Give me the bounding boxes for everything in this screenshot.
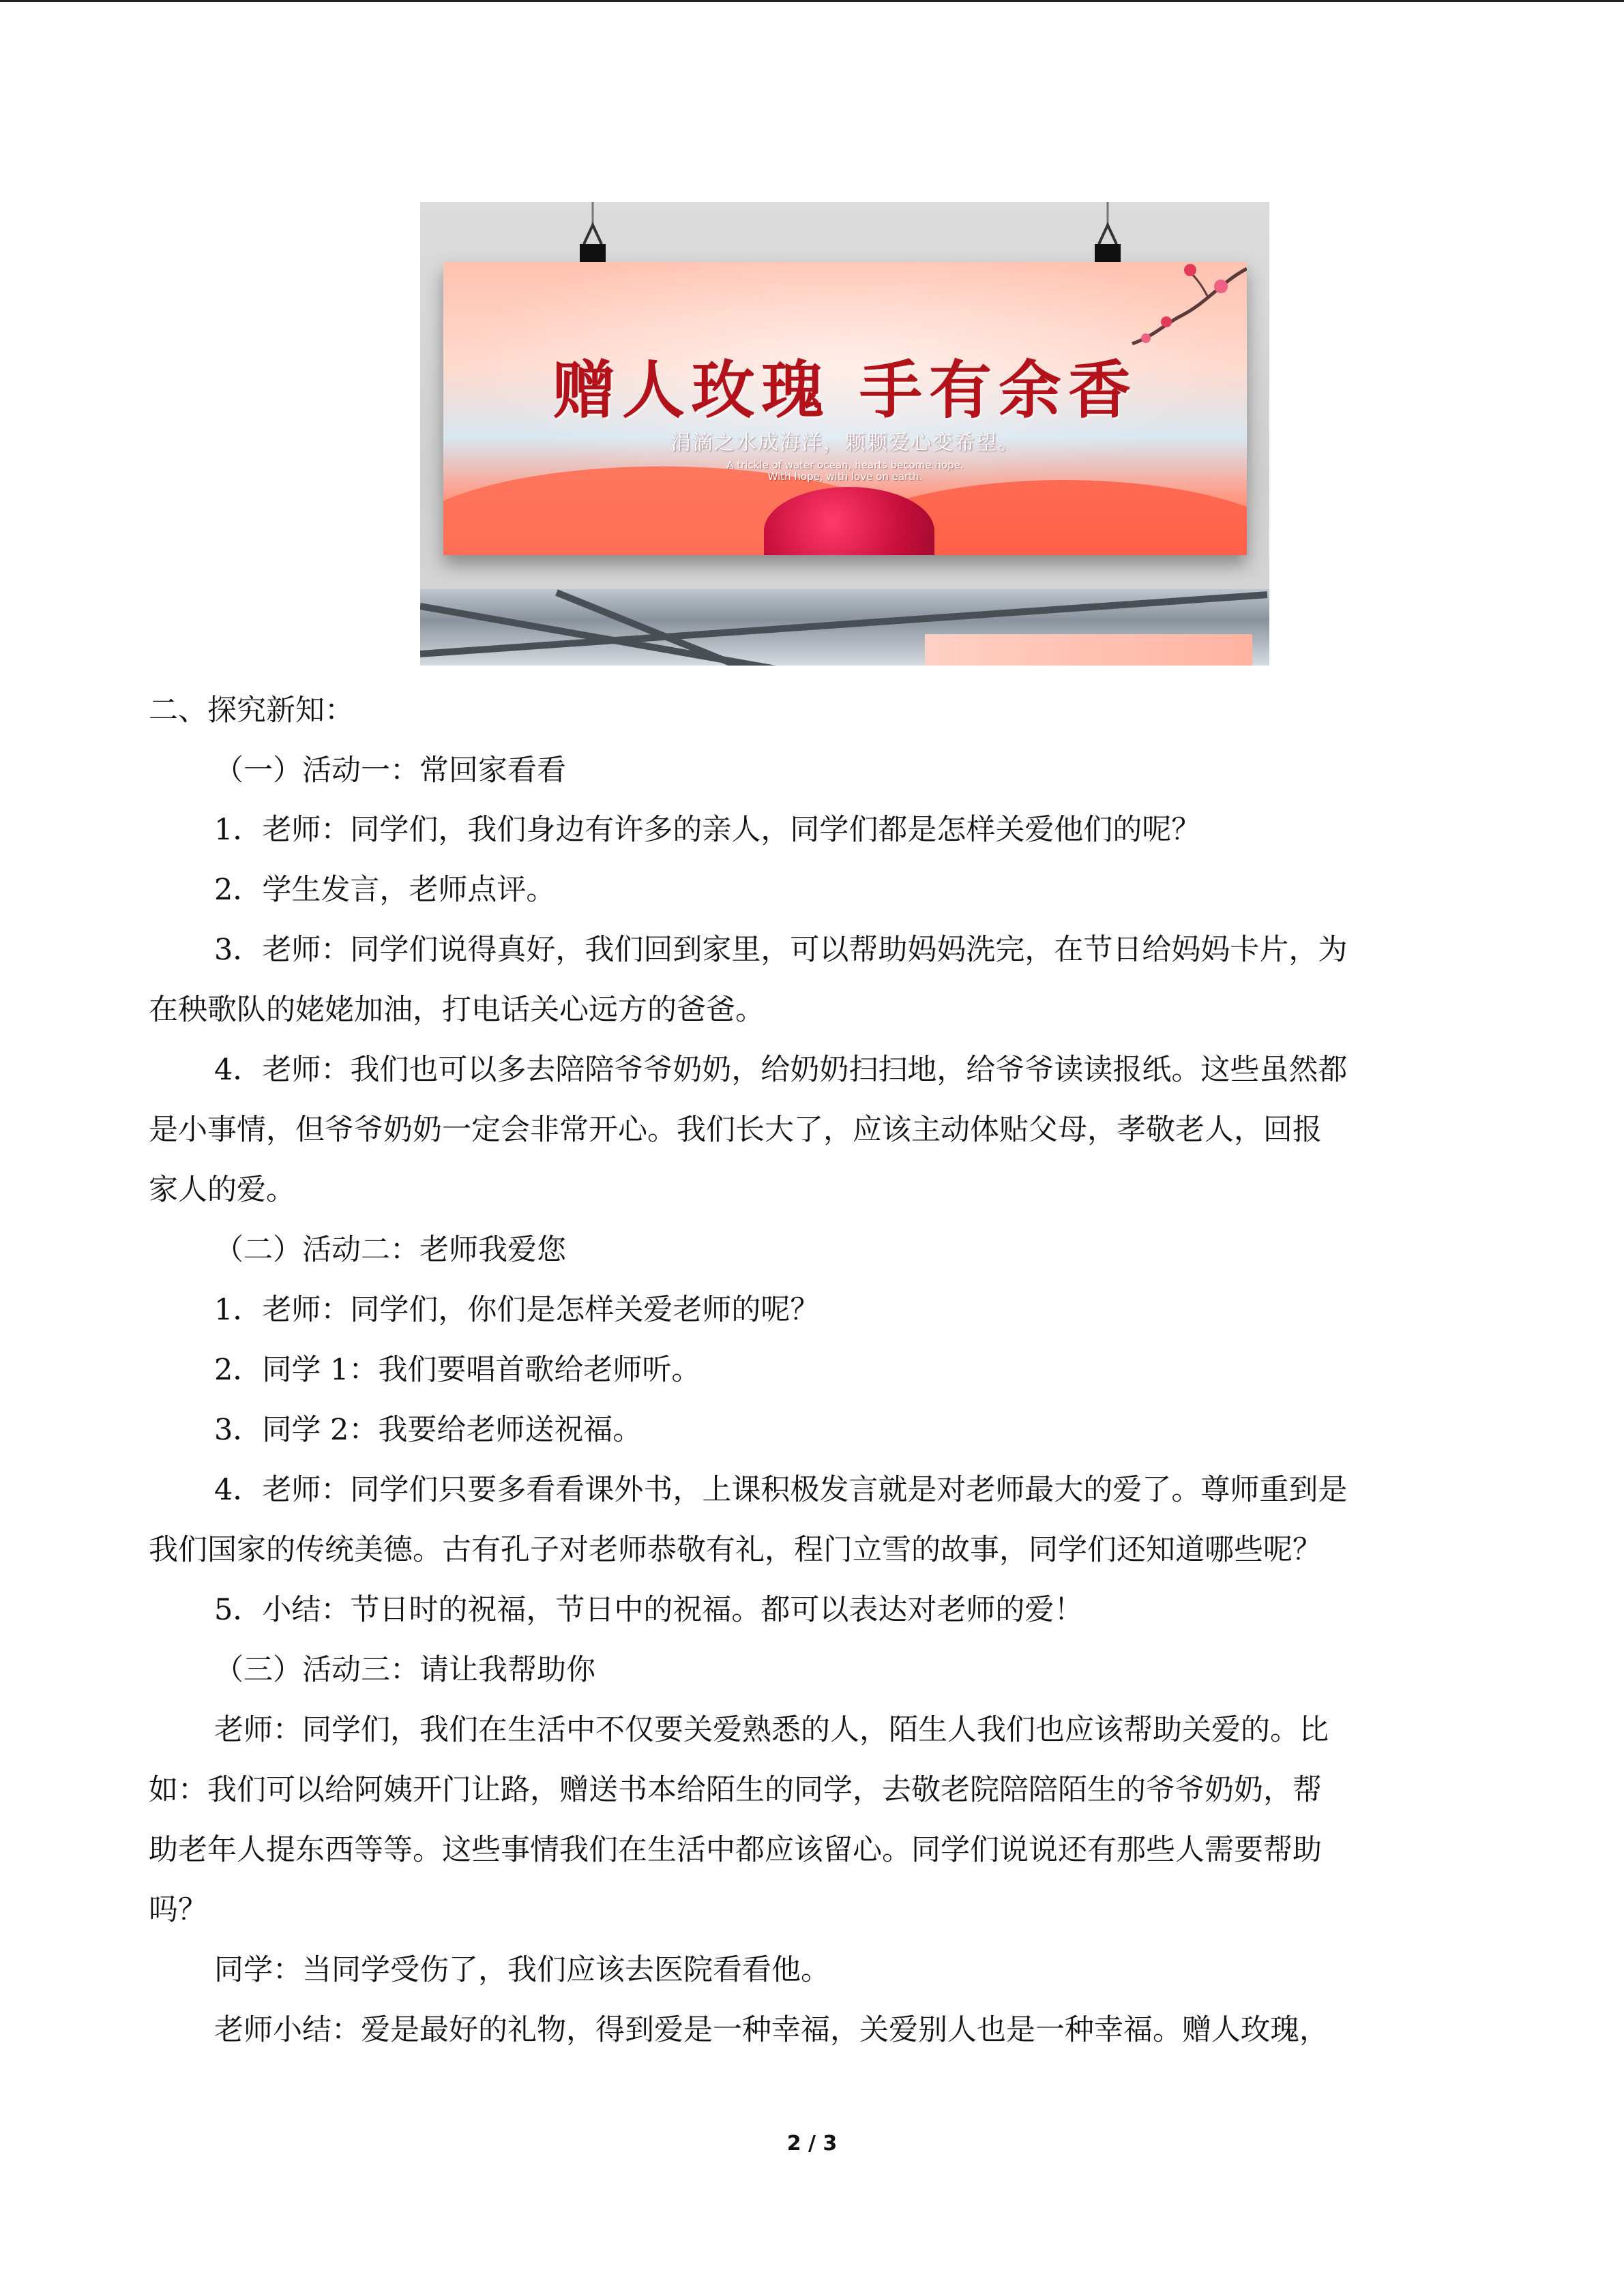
text-line: 1．老师：同学们，你们是怎样关爱老师的呢？: [214, 1293, 820, 1327]
banner-english-text: [443, 460, 1247, 483]
text-line: 老师小结：爱是最好的礼物，得到爱是一种幸福，关爱别人也是一种幸福。赠人玫瑰，: [214, 2013, 1329, 2047]
banner-board: [443, 262, 1247, 555]
text-line: 在秧歌队的姥姥加油，打电话关心远方的爸爸。: [149, 993, 765, 1027]
banner-image: [420, 202, 1269, 666]
text-line: 2．学生发言，老师点评。: [214, 873, 556, 907]
ceiling-photo-strip: [420, 589, 1269, 666]
section-heading: 二、探究新知：: [149, 694, 354, 728]
text-line: 4．老师：我们也可以多去陪陪爷爷奶奶，给奶奶扫扫地，给爷爷读读报纸。这些虽然都: [214, 1053, 1348, 1087]
text-line: 助老年人提东西等等。这些事情我们在生活中都应该留心。同学们说说还有那些人需要帮助: [149, 1833, 1322, 1867]
text-line: 2．同学 1：我们要唱首歌给老师听。: [214, 1353, 701, 1387]
activity-heading: （三）活动三：请让我帮助你: [214, 1653, 595, 1687]
text-line: 5．小结：节日时的祝福，节日中的祝福。都可以表达对老师的爱！: [214, 1593, 1084, 1627]
text-line: 老师：同学们，我们在生活中不仅要关爱熟悉的人，陌生人我们也应该帮助关爱的。比: [214, 1713, 1329, 1747]
text-line: 吗？: [149, 1893, 207, 1927]
text-line: 我们国家的传统美德。古有孔子对老师恭敬有礼，程门立雪的故事，同学们还知道哪些呢？: [149, 1533, 1322, 1567]
page-number: 2 / 3: [786, 2132, 838, 2156]
text-line: 如：我们可以给阿姨开门让路，赠送书本给陌生的同学，去敬老院陪陪陌生的爷爷奶奶，帮: [149, 1773, 1322, 1807]
banner-english-line: A trickle of water ocean, hearts become hope.: [726, 459, 964, 471]
text-line: 是小事情，但爷爷奶奶一定会非常开心。我们长大了，应该主动体贴父母，孝敬老人，回报: [149, 1113, 1322, 1147]
lower-banner-board: [925, 634, 1252, 666]
banner-title: 赠人玫瑰 手有余香: [552, 353, 1138, 427]
text-line: 家人的爱。: [149, 1173, 295, 1207]
text-line: 4．老师：同学们只要多看看课外书，上课积极发言就是对老师最大的爱了。尊师重到是: [214, 1473, 1348, 1507]
top-border: [0, 0, 1624, 2]
banner-subtitle: 涓滴之水成海洋，颗颗爱心变希望。: [670, 431, 1020, 455]
activity-heading: （二）活动二：老师我爱您: [214, 1233, 566, 1267]
text-line: 3．老师：同学们说得真好，我们回到家里，可以帮助妈妈洗完，在节日给妈妈卡片，为: [214, 933, 1348, 967]
text-line: 1．老师：同学们，我们身边有许多的亲人，同学们都是怎样关爱他们的呢？: [214, 813, 1201, 847]
activity-heading: （一）活动一：常回家看看: [214, 754, 566, 788]
text-line: 3．同学 2：我要给老师送祝福。: [214, 1413, 643, 1447]
banner-english-line: With hope, with love on earth.: [767, 471, 923, 483]
text-line: 同学：当同学受伤了，我们应该去医院看看他。: [214, 1953, 830, 1987]
